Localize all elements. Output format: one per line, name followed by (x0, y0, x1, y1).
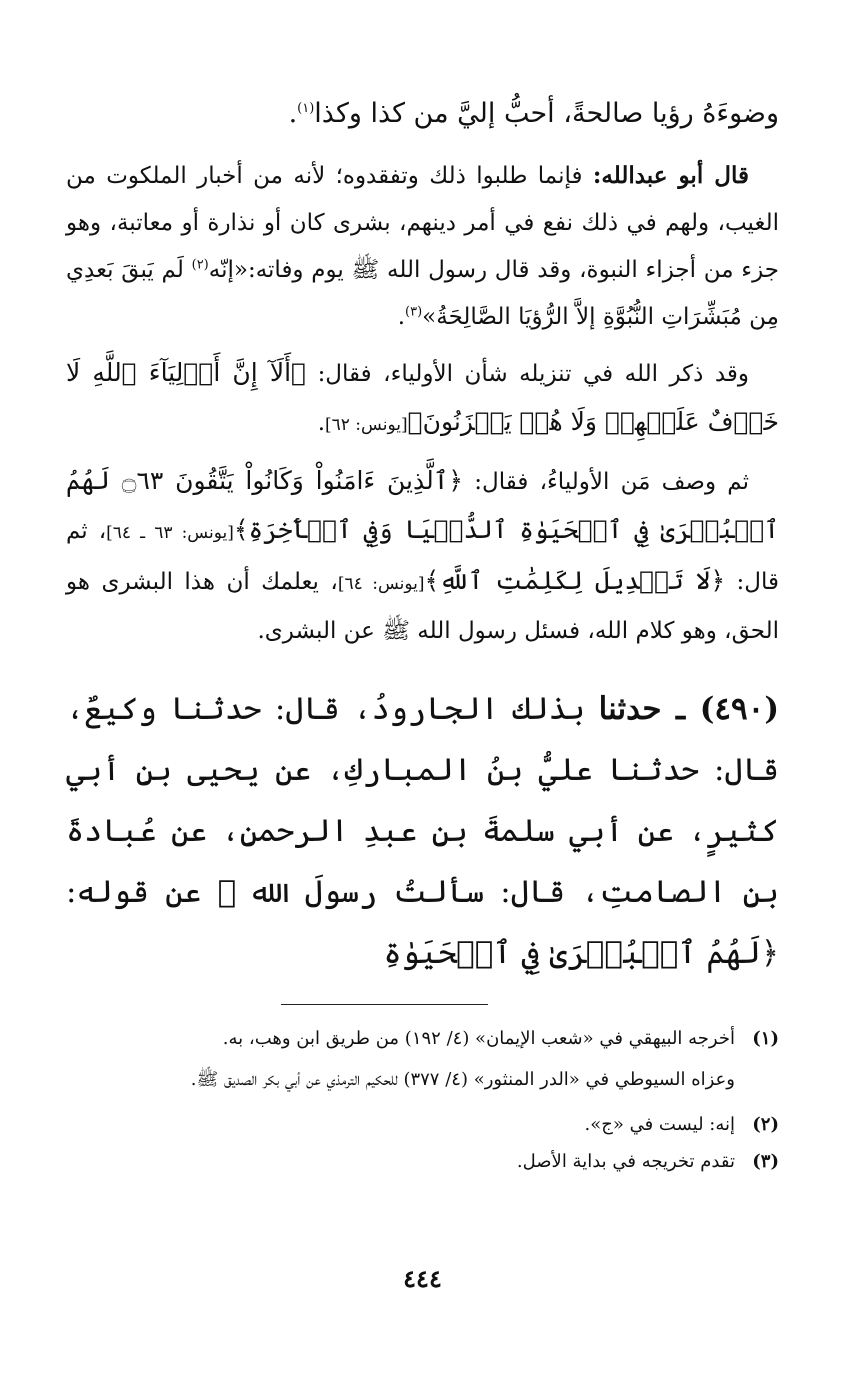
quran-verse: ﴿ٱلَّذِينَ ءَامَنُواْ وَكَانُواْ يَتَّقُونَ ۝٦٣ لَهُمُ ٱلۡبُشۡرَىٰ فِي ٱلۡحَيَوٰةِ ٱلدُّنۡيَا وَفِي ٱلۡأٓخِرَةِ﴾ (66, 466, 779, 544)
paragraph-text: ، يعلمك أن هذا البشرى هو الحق، وهو كلام الله، فسئل رسول الله ﷺ عن البشرى. (66, 569, 779, 644)
paragraph-text: فإنما طلبوا ذلك وتفقدوه؛ لأنه من أخبار الملكوت من الغيب، ولهم في ذلك نفع في أمر دينهم، بشرى كان أو نذارة أو معاتبة، وهو جزء من أجزاء النبوة، وقد قال رسول الله ﷺ يوم وفاته: (66, 163, 779, 283)
footnote-label: (١) (752, 1028, 779, 1049)
footnote-1-continuation: وعزاه السيوطي في «الدر المنثور» (٤/ ٣٧٧) للحكيم الترمذي عن أبي بكر الصديق ﷺ. (190, 1069, 735, 1090)
footnote-separator (281, 1004, 488, 1005)
speaker-label: قال أبو عبدالله: (592, 162, 749, 189)
footnote-text: أخرجه البيهقي في «شعب الإيمان» (٤/ ١٩٢) من طريق ابن وهب، به. (222, 1028, 735, 1049)
paragraph-text: ، ثم قال: (66, 518, 780, 595)
footnotes (66, 1020, 779, 1180)
paragraph-end: . (317, 410, 325, 436)
footnote-text: إنه: ليست في «ج». (584, 1114, 735, 1135)
paragraph-text: ثم وصف مَن الأولياءُ، فقال: (474, 469, 749, 495)
book-page (66, 86, 779, 1386)
hadith-number: (٤٩٠) ـ حدثنا (598, 691, 779, 727)
footnote-label: (٢) (752, 1114, 779, 1135)
opening-end: . (288, 98, 298, 129)
footnote-ref-2[interactable]: (٢) (191, 257, 209, 273)
hadith-text: بذلك الجارودُ، قال: حدثنا وكيعٌ، قال: حدثنا عليُّ بنُ المباركِ، عن يحيى بنِ أبي كثيرٍ، عن أبي سلمةَ بنِ عبدِ الرحمنِ، عن عُبادةَ بنِ الصامتِ، قال: سألتُ رسولَ الله ﷺ عن قوله: (66, 691, 779, 910)
paragraph-end: . (397, 304, 406, 330)
paragraph-description (66, 457, 779, 655)
verse-reference: [يونس: ٦٢] (325, 415, 408, 435)
paragraph-abu-abdullah (66, 152, 779, 341)
verse-reference: [يونس: ٦٣ ـ ٦٤] (106, 523, 234, 543)
hadith-490 (66, 679, 779, 984)
footnote-ref-3[interactable]: (٣) (405, 304, 423, 320)
page-number: ٤٤٤ (403, 1264, 442, 1293)
prophetic-quote: لَم يَبقَ بَعدِي مِن مُبَشِّرَاتِ النُّبُوَّةِ إلاَّ الرُّؤيَا الصَّالِحَةُ» (66, 257, 779, 330)
footnote-1 (66, 1020, 779, 1057)
quran-verse: ﴿لَا تَبۡدِيلَ لِكَلِمَٰتِ ٱللَّهِ﴾ (424, 566, 726, 595)
footnote-label: (٣) (752, 1151, 779, 1172)
footnote-ref-1[interactable]: (١) (297, 101, 315, 116)
quran-verse: ﴿أَلَآ إِنَّ أَوۡلِيَآءَ ٱللَّهِ لَا خَوۡفٌ عَلَيۡهِمۡ وَلَا هُمۡ يَحۡزَنُونَ﴾ (66, 358, 779, 436)
paragraph-awliya (66, 349, 779, 449)
quran-verse: ﴿لَهُمُ ٱلۡبُشۡرَىٰ فِي ٱلۡحَيَوٰةِ (383, 935, 779, 971)
verse-reference: [يونس: ٦٤] (337, 574, 425, 594)
opening-text: وضوءَهُ رؤيا صالحةً، أحبُّ إليَّ من كذا وكذا (314, 98, 779, 129)
footnote-text: تقدم تخريجه في بداية الأصل. (516, 1151, 735, 1172)
quote-start: «إنّه (208, 257, 248, 283)
paragraph-text: وقد ذكر الله في تنزيله شأن الأولياء، فقال: (317, 361, 750, 387)
footnote-2 (66, 1106, 779, 1143)
footnote-3 (66, 1143, 779, 1180)
opening-line (66, 86, 779, 142)
